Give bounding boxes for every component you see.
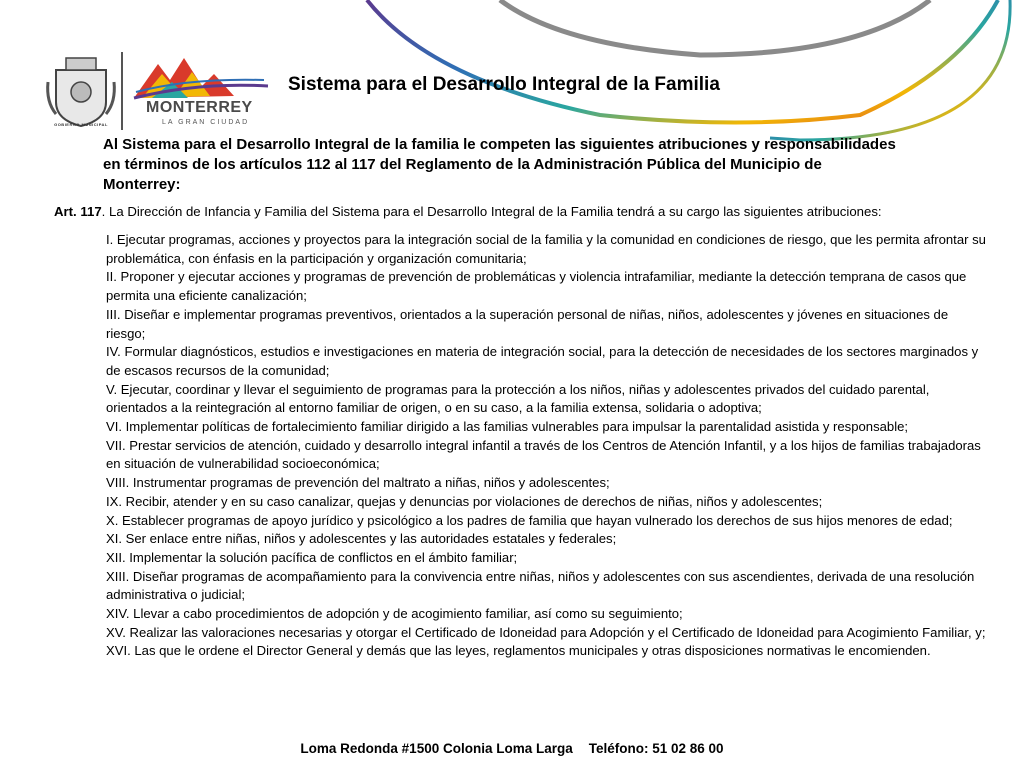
- list-item: III. Diseñar e implementar programas preventivos, orientados a la superación personal de niñas, niños, adolescentes y jóvenes en situaciones de riesgo;: [106, 306, 949, 341]
- list-item: X. Establecer programas de apoyo jurídico y psicológico a los padres de familia que hayan vulnerado los derechos de sus hijos menores de edad;: [106, 512, 953, 528]
- list-item: XIV. Llevar a cabo procedimientos de adopción y de acogimiento familiar, así como su seguimiento;: [106, 606, 683, 622]
- footer-address: Loma Redonda #1500 Colonia Loma Larga: [300, 741, 573, 756]
- page-footer: [0, 741, 1024, 756]
- brand-name: MONTERREY: [146, 99, 253, 116]
- article-label: Art. 117: [54, 204, 102, 219]
- list-item: VII. Prestar servicios de atención, cuidado y desarrollo integral infantil a través de los Centros de Atención Infantil, y a los hijos de familias trabajadoras en situación de vulnerabilidad socioeconómica;: [106, 437, 981, 472]
- list-item: IX. Recibir, atender y en su caso canalizar, quejas y denuncias por violaciones de derechos de niñas, niños y adolescentes;: [106, 493, 823, 509]
- footer-phone: Teléfono: 51 02 86 00: [588, 741, 724, 756]
- list-item: XV. Realizar las valoraciones necesarias y otorgar el Certificado de Idoneidad para Adopción y el Certificado de Idoneidad para Acogimiento Familiar, y;: [106, 624, 986, 640]
- list-item: V. Ejecutar, coordinar y llevar el seguimiento de programas para la protección a los niños, niñas y adolescentes privados del cuidado parental, orientados a la reintegración al entorno familiar de origen, o en su caso, a la familia extensa, solidaria o adoptiva;: [106, 381, 930, 416]
- attributions-list: [106, 231, 986, 661]
- list-item: II. Proponer y ejecutar acciones y programas de prevención de problemáticas y violencia intrafamiliar, mediante la detección temprana de casos que permita una eficiente canalización;: [106, 269, 967, 304]
- coat-of-arms-icon: [44, 52, 118, 132]
- page-title: Sistema para el Desarrollo Integral de la Familia: [288, 74, 720, 95]
- list-item: XI. Ser enlace entre niñas, niños y adolescentes y las autoridades estatales y federales;: [106, 531, 617, 547]
- list-item: IV. Formular diagnósticos, estudios e investigaciones en materia de integración social, para la detección de necesidades de los sectores marginados y de escasos recursos de la comunidad;: [106, 344, 979, 378]
- coat-caption: GOBIERNO MUNICIPAL: [54, 122, 108, 127]
- list-item: XIII. Diseñar programas de acompañamiento para la convivencia entre niñas, niños y adolescentes con sus ascendientes, derivada de una resolución administrativa o judicial;: [106, 568, 975, 603]
- list-item: VI. Implementar políticas de fortalecimiento familiar dirigido a las familias vulnerables para impulsar la parentalidad asistida y responsable;: [106, 419, 909, 435]
- list-item: I. Ejecutar programas, acciones y proyectos para la integración social de la familia y la comunidad en condiciones de riesgo, que les permita afrontar su problemática, con énfasis en la participación y organización comunitaria;: [106, 232, 986, 266]
- list-item: XVI. Las que le ordene el Director General y demás que las leyes, reglamentos municipales y otras disposiciones normativas le encomienden.: [106, 643, 931, 659]
- page-header: [0, 0, 1024, 135]
- article-text: . La Dirección de Infancia y Familia del Sistema para el Desarrollo Integral de la Familia tendrá a su cargo las siguientes atribuciones:: [101, 204, 882, 219]
- header-divider: [121, 52, 123, 130]
- article-heading: [54, 203, 1004, 221]
- list-item: VIII. Instrumentar programas de prevención del maltrato a niñas, niños y adolescentes;: [106, 475, 610, 491]
- brand-tagline: LA GRAN CIUDAD: [162, 119, 250, 126]
- intro-paragraph: Al Sistema para el Desarrollo Integral de la familia le competen las siguientes atribuciones y responsabilidades en términos de los artículos 112 al 117 del Reglamento de la Administración Pública del Municipio de Monterrey:: [103, 136, 896, 193]
- list-item: XII. Implementar la solución pacífica de conflictos en el ámbito familiar;: [106, 549, 518, 565]
